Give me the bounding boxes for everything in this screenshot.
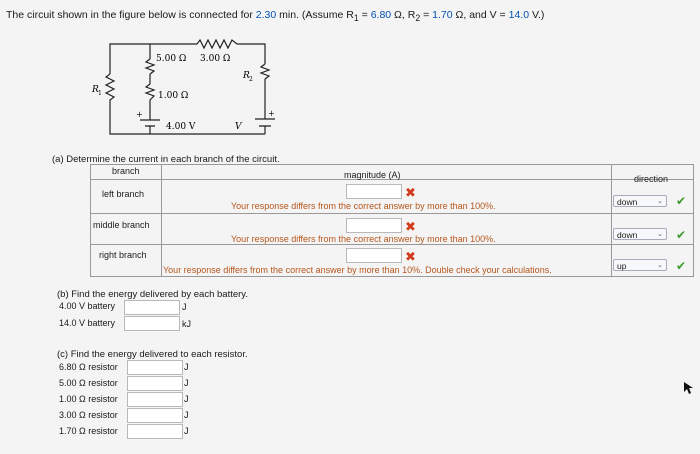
wrong-icon: ✖ [405,185,416,200]
resistor-6-80-energy-input[interactable] [127,360,183,375]
right-branch-error: Your response differs from the correct answer by more than 10%. Double check your calculations. [163,265,552,275]
label-r1: R [92,85,99,95]
resistor-5-00-energy-input[interactable] [127,376,183,391]
middle-branch-direction-select[interactable]: down ⌄ [613,228,667,240]
chevron-down-icon: ⌄ [657,231,663,238]
unit-label: J [182,302,187,312]
resistor-6-80-label: 6.80 Ω resistor [59,362,118,372]
column-header-direction: direction [634,174,669,184]
right-branch-direction-select[interactable]: up ⌄ [613,259,667,271]
middle-branch-error: Your response differs from the correct answer by more than 100%. [231,234,496,244]
resistor-1-00-label: 1.00 Ω resistor [59,394,118,404]
resistor-3-00-energy-input[interactable] [127,408,183,423]
part-a-title: (a) Determine the current in each branch of the circuit. [52,154,280,165]
part-c-title: (c) Find the energy delivered to each resistor. [57,349,248,360]
label-1ohm: 1.00 Ω [158,91,189,101]
mouse-cursor-icon [683,381,693,395]
row-label-middle-branch: middle branch [93,220,150,230]
resistor-1ohm [146,84,154,104]
resistor-top [197,40,237,48]
wrong-icon: ✖ [405,219,416,234]
label-v: V [235,122,242,132]
row-label-right-branch: right branch [99,250,147,260]
correct-icon: ✔ [676,228,687,242]
correct-icon: ✔ [676,259,687,273]
left-branch-magnitude-input[interactable] [346,184,402,199]
left-branch-error: Your response differs from the correct answer by more than 100%. [231,201,496,211]
chevron-down-icon: ⌄ [657,198,663,205]
top-right-wire [237,44,265,64]
unit-label: J [184,362,189,372]
resistor-3-00-label: 3.00 Ω resistor [59,410,118,420]
problem-statement: The circuit shown in the figure below is connected for 2.30 min. (Assume $R_1 = 6.80$ Ω, $R_2 = 1.70$ Ω, and V = 14.0 V.) [6,9,545,24]
resistor-r1 [106,74,114,104]
label-r2-sub: 2 [249,76,253,83]
battery-4v [140,120,160,126]
resistor-1-00-energy-input[interactable] [127,392,183,407]
label-5ohm: 5.00 Ω [156,54,187,64]
battery-4v-energy-input[interactable] [124,300,180,315]
right-branch-magnitude-input[interactable] [346,248,402,263]
column-header-magnitude: magnitude (A) [344,170,401,180]
battery-14v-label: 14.0 V battery [59,318,116,328]
row-label-left-branch: left branch [102,189,145,199]
wrong-icon: ✖ [405,249,416,264]
column-header-branch: branch [112,166,140,176]
label-3ohm: 3.00 Ω [200,54,231,64]
unit-label: J [184,378,189,388]
resistor-1-70-energy-input[interactable] [127,424,183,439]
unit-label: J [184,426,189,436]
left-branch-direction-select[interactable]: down ⌄ [613,195,667,207]
unit-label: J [184,410,189,420]
battery-4v-label: 4.00 V battery [59,301,116,311]
resistor-5-00-label: 5.00 Ω resistor [59,378,118,388]
unit-label: J [184,394,189,404]
circuit-diagram [90,34,290,144]
resistor-r2 [261,64,269,79]
battery-14v-energy-input[interactable] [124,316,180,331]
plus-right: + [268,109,275,118]
battery-v [255,119,275,126]
chevron-down-icon: ⌄ [657,262,663,269]
plus-left: + [136,110,143,119]
resistor-1-70-label: 1.70 Ω resistor [59,426,118,436]
part-b-title: (b) Find the energy delivered by each battery. [57,289,248,300]
label-r1-sub: 1 [98,90,102,97]
correct-icon: ✔ [676,194,687,208]
unit-label: kJ [182,319,191,329]
middle-branch-magnitude-input[interactable] [346,218,402,233]
label-r2: R [243,71,250,81]
resistor-5ohm [146,59,154,74]
label-4v: 4.00 V [166,122,196,132]
